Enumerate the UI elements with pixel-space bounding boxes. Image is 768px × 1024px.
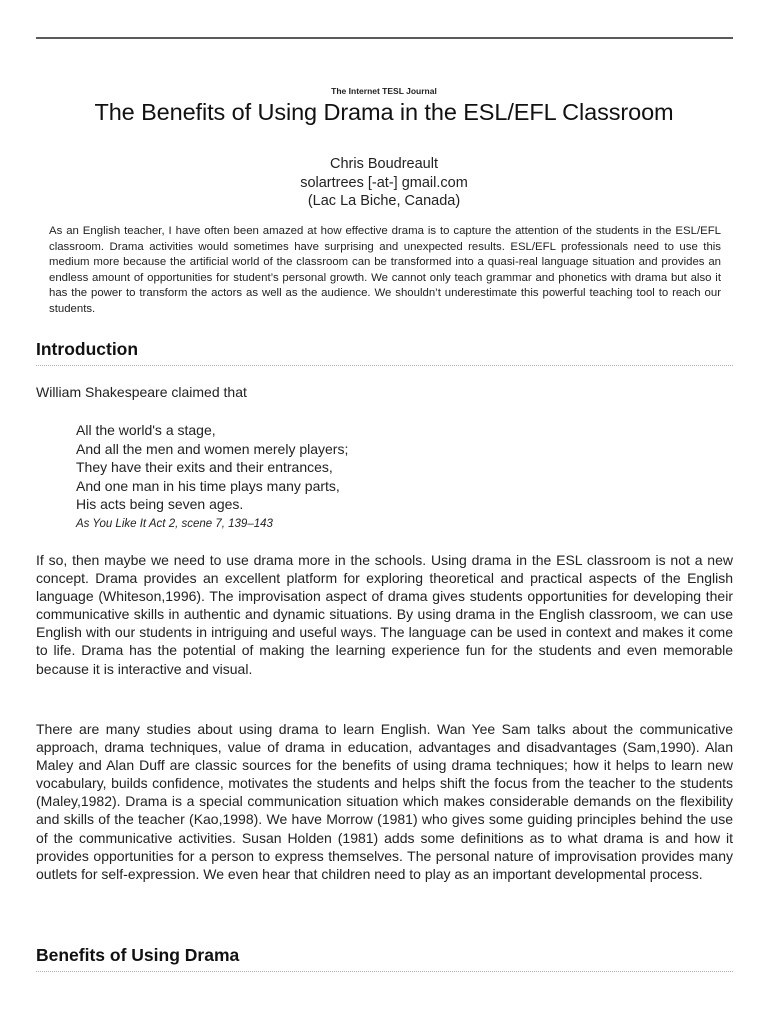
quote-line: His acts being seven ages. <box>76 496 244 513</box>
quote-citation: As You Like It Act 2, scene 7, 139–143 <box>76 517 273 530</box>
introduction-lead: William Shakespeare claimed that <box>36 384 247 400</box>
benefits-heading: Benefits of Using Drama <box>36 945 733 972</box>
author-name: Chris Boudreault <box>330 156 438 172</box>
introduction-heading: Introduction <box>36 339 733 366</box>
author-location: (Lac La Biche, Canada) <box>307 193 461 209</box>
quote-line: And all the men and women merely players; <box>76 440 349 457</box>
introduction-paragraph-1: If so, then maybe we need to use drama more in the schools. Using drama in the ESL classroom is not a new concept. Drama provides an excellent platform for exploring theoretical and practical aspects of the English language (Whiteson,1996). The improvisation aspect of drama gives students opportunities for developing their communicative skills in authentic and dynamic situations. By using drama in the English classroom, we can use English with our students in intriguing and useful ways. The language can be used in context and makes it come to life. Drama has the potential of making the learning experience fun for the students and even memorable because it is interactive and visual. <box>36 552 733 677</box>
abstract: As an English teacher, I have often been amazed at how effective drama is to capture the attention of the students in the ESL/EFL classroom. Drama activities would sometimes have surprising and unexpected results. ESL/EFL professionals need to use this medium more because the artificial world of the classroom can be transformed into a quasi-real language situation and provides an endless amount of opportunities for student’s personal growth. We cannot only teach grammar and phonetics with drama but also it has the power to transform the actors as well as the audience. We shouldn’t underestimate this powerful teaching tool to reach our students. <box>49 225 721 315</box>
author-email: solartrees [-at-] gmail.com <box>300 174 468 191</box>
journal-name: The Internet TESL Journal <box>331 86 437 96</box>
article-title: The Benefits of Using Drama in the ESL/EFL Classroom <box>94 99 674 125</box>
author-block <box>0 155 768 211</box>
introduction-paragraph-2: There are many studies about using drama to learn English. Wan Yee Sam talks about the communicative approach, drama techniques, value of drama in education, advantages and disadvantages (Sam,1990). Alan Maley and Alan Duff are classic sources for the benefits of using drama techniques; how it helps to learn new vocabulary, builds confidence, motivates the students and helps shift the focus from the teacher to the students (Maley,1982). Drama is a special communication situation which makes considerable demands on the flexibility and skills of the teacher (Kao,1998). We have Morrow (1981) who gives some guiding principles behind the use of the communicative activities. Susan Holden (1981) adds some definitions as to what drama is and how it provides opportunities for a person to express themselves. The personal nature of improvisation provides many outlets for self-expression. We even hear that children need to play as an important developmental process. <box>36 721 733 882</box>
quote-line: All the world's a stage, <box>76 422 216 438</box>
shakespeare-quote <box>76 421 676 534</box>
quote-line: They have their exits and their entrances, <box>76 459 333 476</box>
top-divider <box>36 37 733 39</box>
quote-line: And one man in his time plays many parts, <box>76 477 340 494</box>
